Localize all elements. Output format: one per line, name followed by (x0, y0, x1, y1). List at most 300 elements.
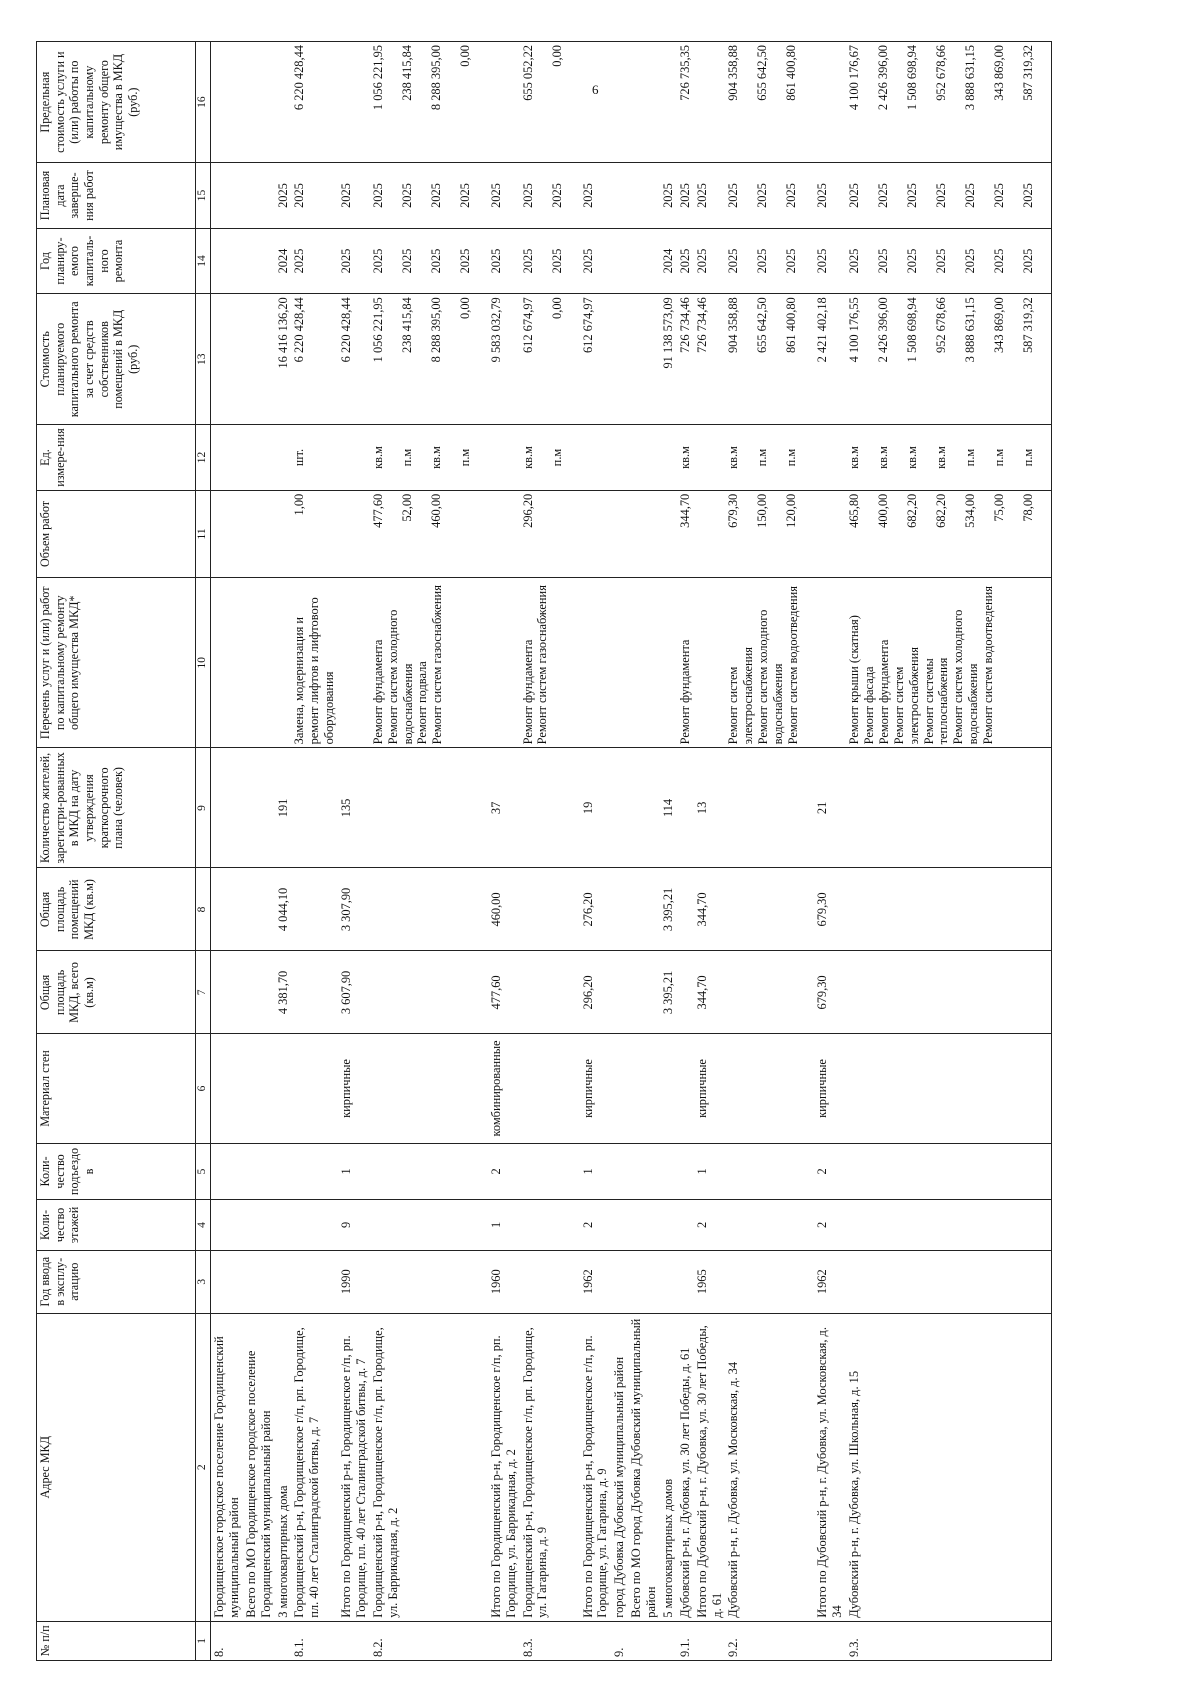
cell-col-13 (520, 294, 580, 425)
cell-col-4 (660, 1200, 677, 1250)
cell-col-7 (291, 951, 338, 1034)
cell-col-15: 2025 (694, 163, 726, 229)
cell-line: 3 888 631,15 (963, 45, 978, 111)
cell-col-4 (275, 1200, 292, 1250)
cell-col-7 (243, 951, 275, 1034)
cell-col-4: 2 (580, 1200, 612, 1250)
column-number-15: 15 (196, 163, 211, 229)
cell-col-2: Городищенский р-н, Городищенское г/п, рп. Городище, ул. Баррикадная, д. 2 (370, 1313, 488, 1621)
cell-line: 2 426 396,00 (876, 297, 891, 363)
cell-col-9 (370, 748, 488, 868)
cell-col-9: 135 (338, 748, 370, 868)
column-number-1: 1 (196, 1621, 211, 1660)
cell-line: 343 869,00 (992, 297, 1007, 354)
cell-col-3 (520, 1250, 580, 1313)
cell-col-16: 6 220 428,44 (291, 42, 338, 163)
cell-col-8 (725, 868, 814, 951)
cell-col-3 (275, 1250, 292, 1313)
cell-line: 2025 (876, 248, 891, 274)
cell-col-12 (814, 425, 846, 491)
cell-col-15 (211, 163, 243, 229)
cell-col-16 (660, 42, 677, 163)
column-number-4: 4 (196, 1200, 211, 1250)
header-col-11: Объем работ (37, 490, 196, 577)
cell-col-2: Дубовский р-н, г. Дубовка, ул. 30 лет Победы, д. 61 (677, 1313, 694, 1621)
cell-col-16 (338, 42, 370, 163)
cell-col-10 (370, 578, 488, 748)
cell-col-3: 1962 (814, 1250, 846, 1313)
cell-col-13 (725, 294, 814, 425)
cell-line: 2025 (1021, 248, 1036, 274)
column-number-13: 13 (196, 294, 211, 425)
cell-col-4 (846, 1200, 1052, 1250)
cell-line: Ремонт фасада (862, 666, 876, 745)
cell-line: 2025 (992, 248, 1007, 274)
cell-col-10 (488, 578, 520, 748)
cell-col-4: 2 (814, 1200, 846, 1250)
capital-repair-table (36, 41, 1052, 1661)
cell-line: 1 056 221,95 (370, 297, 385, 363)
cell-line: п.м (549, 448, 564, 467)
cell-col-12 (520, 425, 580, 491)
cell-col-6: кирпичные (338, 1034, 370, 1143)
cell-col-13 (846, 294, 1052, 425)
cell-col-6: комбинированные (488, 1034, 520, 1143)
cell-line: 120,00 (784, 493, 799, 528)
cell-col-9 (520, 748, 580, 868)
cell-col-10 (725, 578, 814, 748)
cell-col-2: Дубовский р-н, г. Дубовка, ул. Школьная, д. 15 (846, 1313, 1052, 1621)
cell-col-5 (275, 1143, 292, 1200)
cell-col-13: 726 734,46 (694, 294, 726, 425)
cell-col-9 (628, 748, 660, 868)
cell-col-8: 344,70 (694, 868, 726, 951)
cell-col-1: 8.3. (520, 1621, 580, 1660)
cell-line: 2025 (520, 248, 535, 274)
cell-col-4: 1 (488, 1200, 520, 1250)
cell-line: Ремонт фундамента (876, 639, 891, 745)
cell-col-16 (694, 42, 726, 163)
cell-col-3 (611, 1250, 628, 1313)
cell-col-16 (211, 42, 243, 163)
column-number-2: 2 (196, 1313, 211, 1621)
header-col-3: Год ввода в эксплу-атацию (37, 1250, 196, 1313)
cell-line: 2025 (457, 183, 472, 208)
cell-col-9 (677, 748, 694, 868)
column-number-12: 12 (196, 425, 211, 491)
cell-col-16 (243, 42, 275, 163)
cell-col-6 (211, 1034, 243, 1143)
cell-col-7: 3 395,21 (660, 951, 677, 1034)
cell-line: п.м (1021, 448, 1036, 467)
cell-col-6 (291, 1034, 338, 1143)
cell-col-5 (243, 1143, 275, 1200)
cell-col-13 (611, 294, 628, 425)
cell-col-13: 6 220 428,44 (291, 294, 338, 425)
cell-line: Ремонт систем холодного водоснабжения (385, 609, 415, 745)
cell-line: 2025 (755, 248, 770, 274)
cell-col-15 (370, 163, 488, 229)
column-number-16: 16 (196, 42, 211, 163)
cell-col-4 (628, 1200, 660, 1250)
cell-col-4 (677, 1200, 694, 1250)
cell-col-6 (846, 1034, 1052, 1143)
cell-col-1: 9.1. (677, 1621, 694, 1660)
column-number-11: 11 (196, 490, 211, 577)
column-number-10: 10 (196, 578, 211, 748)
header-col-15: Плановая дата заверше-ния работ (37, 163, 196, 229)
cell-col-8 (291, 868, 338, 951)
cell-col-5: 1 (580, 1143, 612, 1200)
cell-line: 2025 (1021, 183, 1036, 208)
cell-col-1: 8. (211, 1621, 243, 1660)
cell-col-9: 19 (580, 748, 612, 868)
cell-line: Ремонт систем холодного водоснабжения (756, 609, 785, 745)
cell-col-11 (628, 490, 660, 577)
cell-line: 612 674,97 (520, 297, 535, 354)
cell-col-1: 9. (611, 1621, 628, 1660)
cell-col-14: 2025 (580, 228, 612, 294)
cell-col-4 (611, 1200, 628, 1250)
cell-col-5: 1 (338, 1143, 370, 1200)
cell-line: 2025 (992, 183, 1007, 208)
cell-line: кв.м (370, 446, 385, 469)
cell-col-12 (488, 425, 520, 491)
cell-line: 587 319,32 (1021, 45, 1036, 101)
cell-line: 0,00 (457, 45, 472, 67)
cell-line: 465,80 (847, 493, 862, 528)
cell-line: п.м (992, 448, 1007, 467)
cell-col-8: 460,00 (488, 868, 520, 951)
column-number-3: 3 (196, 1250, 211, 1313)
table-row (814, 42, 846, 1661)
cell-line: 682,20 (934, 493, 949, 528)
cell-line: 238 415,84 (399, 297, 414, 354)
cell-col-15 (846, 163, 1052, 229)
cell-line: Ремонт систем электроснабжения (726, 647, 756, 745)
cell-col-12: шт. (291, 425, 338, 491)
cell-col-16 (488, 42, 520, 163)
cell-col-2: Всего по МО Городищенское городское поселение Городищенский муниципальный район (243, 1313, 275, 1621)
table-row (677, 42, 694, 1661)
cell-col-10 (611, 578, 628, 748)
cell-col-15: 2025 (660, 163, 677, 229)
cell-line: 2025 (370, 248, 385, 274)
cell-col-6: кирпичные (694, 1034, 726, 1143)
cell-col-11 (660, 490, 677, 577)
cell-col-10 (846, 578, 1052, 748)
header-col-1: № п/п (37, 1621, 196, 1660)
cell-line: 2025 (726, 248, 741, 274)
header-col-16: Предельная стоимость услуги и (или) работы по капитальному ремонту общего имущества в МКД (руб.) (37, 42, 196, 163)
cell-col-14 (243, 228, 275, 294)
cell-col-14: 2025 (677, 228, 694, 294)
cell-col-12 (725, 425, 814, 491)
cell-col-3 (370, 1250, 488, 1313)
cell-col-12 (275, 425, 292, 491)
cell-col-1 (243, 1621, 275, 1660)
cell-col-14 (628, 228, 660, 294)
cell-col-15 (611, 163, 628, 229)
cell-line: Ремонт системы теплоснабжения (921, 657, 951, 745)
cell-col-3 (211, 1250, 243, 1313)
cell-line: п.м (457, 448, 472, 467)
column-number-9: 9 (196, 748, 211, 868)
header-col-5: Коли-чество подъездо в (37, 1143, 196, 1200)
cell-col-9 (611, 748, 628, 868)
cell-col-12 (660, 425, 677, 491)
cell-col-2: Итого по Городищенский р-н, Городищенское г/п, рп. Городище, пл. 40 лет Сталинградской битвы, д. 7 (338, 1313, 370, 1621)
header-col-10: Перечень услуг и (или) работ по капитальному ремонту общего имущества МКД* (37, 578, 196, 748)
cell-line: 238 415,84 (399, 45, 414, 101)
cell-col-9: 13 (694, 748, 726, 868)
cell-col-2: 3 многоквартирных дома (275, 1313, 292, 1621)
cell-col-8: 679,30 (814, 868, 846, 951)
cell-col-11 (814, 490, 846, 577)
header-col-7: Общая площадь МКД, всего (кв.м) (37, 951, 196, 1034)
cell-line: 861 400,80 (784, 297, 799, 354)
cell-line: 952 678,66 (934, 297, 949, 354)
cell-line: 2025 (847, 248, 862, 274)
cell-col-16 (580, 42, 612, 163)
cell-line: 150,00 (755, 493, 770, 528)
cell-col-2: Городищенский р-н, Городищенское г/п, рп. Городище, пл. 40 лет Сталинградской битвы, д. 7 (291, 1313, 338, 1621)
cell-line: 679,30 (726, 493, 741, 528)
cell-line: 2025 (876, 183, 891, 208)
cell-col-7: 3 607,90 (338, 951, 370, 1034)
cell-col-8 (370, 868, 488, 951)
cell-col-7 (846, 951, 1052, 1034)
cell-line: 2025 (963, 248, 978, 274)
cell-col-3 (660, 1250, 677, 1313)
cell-col-10: Ремонт фундамента (677, 578, 694, 748)
cell-col-6 (628, 1034, 660, 1143)
cell-line: 75,00 (992, 493, 1007, 522)
cell-line: Ремонт фундамента (520, 639, 535, 745)
cell-col-14: 2025 (488, 228, 520, 294)
table-row (370, 42, 488, 1661)
cell-line: 655 052,22 (520, 45, 535, 101)
cell-col-1 (275, 1621, 292, 1660)
cell-line: 1 508 698,94 (905, 297, 920, 363)
cell-col-10 (660, 578, 677, 748)
cell-col-13: 612 674,97 (580, 294, 612, 425)
cell-col-16 (725, 42, 814, 163)
cell-col-5: 2 (488, 1143, 520, 1200)
cell-col-7 (370, 951, 488, 1034)
cell-line: 4 100 176,55 (847, 297, 862, 363)
cell-col-7: 4 381,70 (275, 951, 292, 1034)
cell-line: 2025 (457, 248, 472, 274)
cell-col-15 (628, 163, 660, 229)
cell-col-1 (814, 1621, 846, 1660)
cell-col-1: 9.3. (846, 1621, 1052, 1660)
column-number-5: 5 (196, 1143, 211, 1200)
cell-col-6 (243, 1034, 275, 1143)
table-body (211, 42, 1052, 1661)
cell-line: 861 400,80 (784, 45, 799, 101)
cell-line: п.м (963, 448, 978, 467)
cell-col-12 (338, 425, 370, 491)
cell-col-7: 477,60 (488, 951, 520, 1034)
cell-line: Ремонт подвала (415, 661, 430, 745)
cell-line: 2025 (520, 183, 535, 208)
cell-col-3 (628, 1250, 660, 1313)
table-row (580, 42, 612, 1661)
cell-col-2: Городищенское городское поселение Городищенский муниципальный район (211, 1313, 243, 1621)
cell-line: 682,20 (905, 493, 920, 528)
cell-line: 52,00 (399, 493, 414, 522)
cell-line: 4 100 176,67 (847, 45, 862, 111)
cell-col-11 (243, 490, 275, 577)
cell-col-5 (291, 1143, 338, 1200)
cell-col-2: Итого по Дубовский р-н, г. Дубовка, ул. 30 лет Победы, д. 61 (694, 1313, 726, 1621)
cell-line: 904 358,88 (726, 297, 741, 354)
cell-col-7: 296,20 (580, 951, 612, 1034)
cell-col-11 (211, 490, 243, 577)
cell-col-15: 2025 (488, 163, 520, 229)
cell-col-8 (677, 868, 694, 951)
table-row (611, 42, 628, 1661)
cell-col-13 (370, 294, 488, 425)
cell-col-1 (488, 1621, 520, 1660)
cell-col-3 (725, 1250, 814, 1313)
column-number-row (196, 42, 211, 1661)
cell-col-4 (211, 1200, 243, 1250)
cell-col-7: 679,30 (814, 951, 846, 1034)
header-col-6: Материал стен (37, 1034, 196, 1143)
table-row (243, 42, 275, 1661)
cell-col-4 (520, 1200, 580, 1250)
cell-line: кв.м (428, 446, 443, 469)
cell-col-1 (580, 1621, 612, 1660)
cell-col-4 (725, 1200, 814, 1250)
cell-col-5: 1 (694, 1143, 726, 1200)
cell-col-14: 2025 (338, 228, 370, 294)
cell-col-5 (611, 1143, 628, 1200)
cell-col-2: город Дубовка Дубовский муниципальный район (611, 1313, 628, 1621)
cell-col-7 (628, 951, 660, 1034)
cell-line: кв.м (905, 446, 920, 469)
cell-line: 343 869,00 (992, 45, 1007, 101)
cell-col-14: 2024 (660, 228, 677, 294)
cell-line: кв.м (520, 446, 535, 469)
cell-col-3 (291, 1250, 338, 1313)
cell-col-2: Итого по Городищенский р-н, Городищенское г/п, рп. Городище, ул. Гагарина, д. 9 (580, 1313, 612, 1621)
cell-col-2: Городищенский р-н, Городищенское г/п, рп. Городище, ул. Гагарина, д. 9 (520, 1313, 580, 1621)
cell-line: кв.м (847, 446, 862, 469)
cell-line: 8 288 395,00 (428, 45, 443, 111)
cell-line: 2025 (905, 183, 920, 208)
cell-col-8 (243, 868, 275, 951)
header-col-13: Стоимость планируемого капитального ремонта за счет средств собственников помещений в МКД (руб.) (37, 294, 196, 425)
cell-col-5 (628, 1143, 660, 1200)
cell-col-5 (370, 1143, 488, 1200)
cell-line: Ремонт систем холодного водоснабжения (951, 609, 981, 745)
page-number: 6 (592, 82, 599, 97)
cell-col-8: 276,20 (580, 868, 612, 951)
header-row (37, 42, 196, 1661)
cell-col-11 (275, 490, 292, 577)
cell-line: кв.м (726, 446, 741, 469)
cell-col-1 (660, 1621, 677, 1660)
cell-col-12 (370, 425, 488, 491)
cell-col-12 (611, 425, 628, 491)
cell-col-9 (846, 748, 1052, 868)
cell-col-13 (211, 294, 243, 425)
table-row (660, 42, 677, 1661)
table-row (211, 42, 243, 1661)
cell-col-14: 2025 (291, 228, 338, 294)
cell-col-3 (243, 1250, 275, 1313)
cell-col-13: 91 138 573,09 (660, 294, 677, 425)
cell-col-1 (338, 1621, 370, 1660)
column-number-6: 6 (196, 1034, 211, 1143)
cell-line: 587 319,32 (1021, 297, 1036, 354)
cell-col-12 (243, 425, 275, 491)
cell-line: Ремонт систем электроснабжения (891, 647, 921, 745)
cell-line: Ремонт систем водоотведения (981, 586, 995, 745)
cell-line: 1 056 221,95 (370, 45, 385, 111)
cell-col-10 (520, 578, 580, 748)
cell-line: п.м (755, 448, 770, 467)
cell-col-6 (275, 1034, 292, 1143)
cell-col-9: 191 (275, 748, 292, 868)
cell-col-11 (520, 490, 580, 577)
cell-col-1: 9.2. (725, 1621, 814, 1660)
cell-line: 904 358,88 (726, 45, 741, 101)
cell-col-2: Всего по МО город Дубовка Дубовский муниципальный район (628, 1313, 660, 1621)
cell-col-8: 3 395,21 (660, 868, 677, 951)
cell-col-7 (725, 951, 814, 1034)
cell-line: 2025 (784, 248, 799, 274)
cell-line: 3 888 631,15 (963, 297, 978, 363)
cell-col-9: 37 (488, 748, 520, 868)
cell-col-8: 4 044,10 (275, 868, 292, 951)
cell-line: 78,00 (1021, 493, 1036, 522)
header-col-9: Количество жителей, зарегистри-рованных в МКД на дату утверждения краткосрочного плана (человек) (37, 748, 196, 868)
cell-col-14 (520, 228, 580, 294)
cell-line: 2025 (549, 248, 564, 274)
cell-line: 2025 (905, 248, 920, 274)
cell-col-10 (338, 578, 370, 748)
cell-line: 8 288 395,00 (428, 297, 443, 363)
cell-line: Ремонт систем газоснабжения (430, 585, 445, 745)
cell-col-11 (488, 490, 520, 577)
cell-col-9 (243, 748, 275, 868)
cell-col-6 (677, 1034, 694, 1143)
cell-col-12 (694, 425, 726, 491)
cell-line: 2025 (755, 183, 770, 208)
cell-line: 477,60 (370, 493, 385, 528)
cell-col-16 (275, 42, 292, 163)
cell-col-12 (628, 425, 660, 491)
cell-col-3 (677, 1250, 694, 1313)
cell-col-2: Дубовский р-н, г. Дубовка, ул. Московская, д. 34 (725, 1313, 814, 1621)
cell-col-3: 1960 (488, 1250, 520, 1313)
cell-col-5 (660, 1143, 677, 1200)
cell-col-14: 2025 (814, 228, 846, 294)
cell-line: Ремонт систем газоснабжения (535, 585, 550, 745)
cell-col-8 (211, 868, 243, 951)
cell-line: 952 678,66 (934, 45, 949, 101)
cell-line: Ремонт крыши (скатная) (847, 615, 862, 745)
cell-col-13 (628, 294, 660, 425)
cell-col-9: 114 (660, 748, 677, 868)
column-number-8: 8 (196, 868, 211, 951)
cell-col-15 (520, 163, 580, 229)
table-row (275, 42, 292, 1661)
